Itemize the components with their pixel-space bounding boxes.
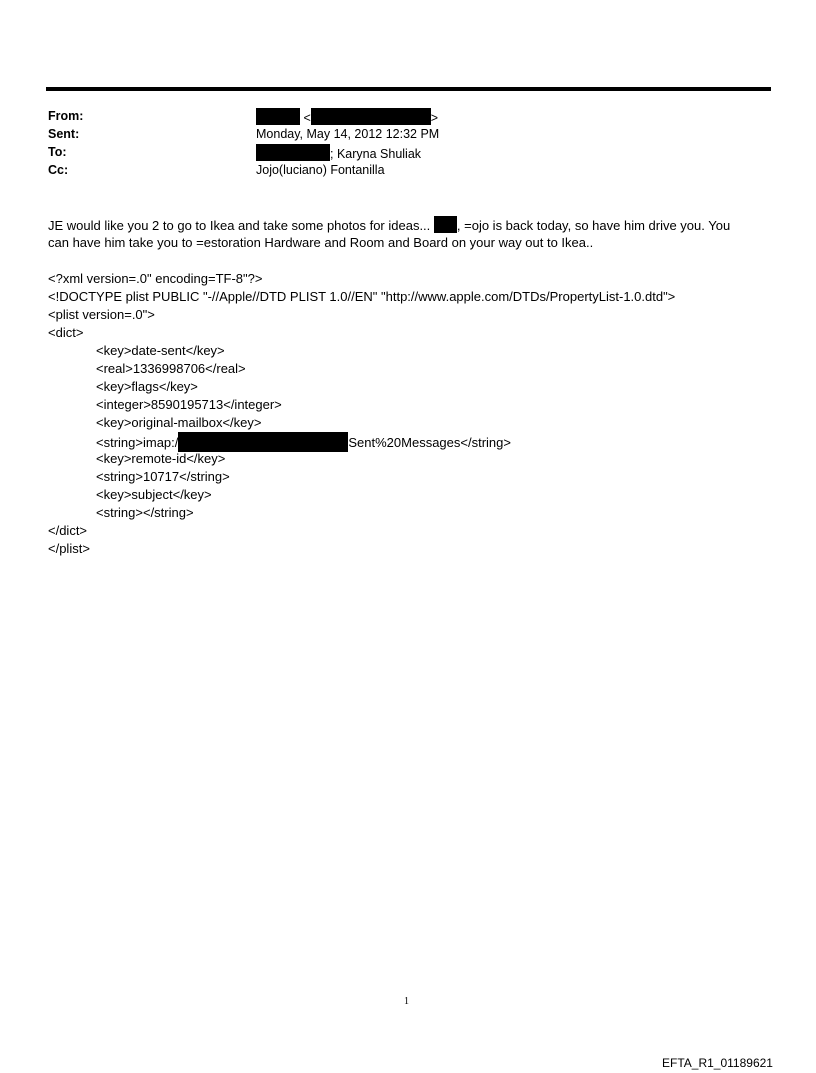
to-value bbox=[256, 144, 421, 162]
string-remote-id: <string>10717</string> bbox=[96, 469, 230, 484]
real-value: <real>1336998706</real> bbox=[96, 361, 246, 376]
plist-close: </plist> bbox=[48, 541, 90, 556]
string-subject: <string></string> bbox=[96, 505, 194, 520]
body-line-1-a: JE would like you 2 to go to Ikea and take some photos for ideas... bbox=[48, 218, 431, 233]
sent-label: Sent: bbox=[48, 127, 80, 141]
to-value-text: ; Karyna Shuliak bbox=[330, 147, 422, 161]
from-lt: < bbox=[303, 111, 311, 125]
key-remote-id: <key>remote-id</key> bbox=[96, 451, 226, 466]
body-line-2: can have him take you to =estoration Hardware and Room and Board on your way out to Ikea.. bbox=[48, 235, 594, 250]
sent-value: Monday, May 14, 2012 12:32 PM bbox=[256, 127, 440, 141]
dict-close: </dict> bbox=[48, 523, 88, 538]
redaction-block bbox=[434, 216, 457, 233]
from-gt: > bbox=[430, 111, 439, 125]
redaction-block bbox=[178, 432, 348, 452]
from-value bbox=[256, 108, 438, 126]
key-subject: <key>subject</key> bbox=[96, 487, 212, 502]
key-flags: <key>flags</key> bbox=[96, 379, 198, 394]
string-imap-b: Sent%20Messages</string> bbox=[348, 435, 511, 450]
cc-value: Jojo(luciano) Fontanilla bbox=[256, 163, 385, 177]
from-label: From: bbox=[48, 109, 84, 123]
key-date-sent: <key>date-sent</key> bbox=[96, 343, 225, 358]
dict-open: <dict> bbox=[48, 325, 84, 340]
integer-value: <integer>8590195713</integer> bbox=[96, 397, 282, 412]
redaction-block bbox=[311, 108, 431, 125]
page-number: 1 bbox=[404, 996, 409, 1007]
key-original-mailbox: <key>original-mailbox</key> bbox=[96, 415, 262, 430]
body-line-1 bbox=[48, 216, 768, 235]
redaction-block bbox=[256, 108, 300, 125]
header-rule bbox=[46, 87, 771, 91]
cc-label: Cc: bbox=[48, 163, 69, 177]
string-imap-a: <string>imap:/ bbox=[96, 435, 179, 450]
to-label: To: bbox=[48, 145, 67, 159]
string-imap bbox=[96, 432, 511, 452]
body-line-1-b: , =ojo is back today, so have him drive you. You bbox=[456, 218, 731, 233]
doctype-line: <!DOCTYPE plist PUBLIC "-//Apple//DTD PLIST 1.0//EN" "http://www.apple.com/DTDs/PropertyList-1.0.dtd"> bbox=[48, 289, 676, 304]
redaction-block bbox=[256, 144, 330, 161]
xml-declaration: <?xml version=.0" encoding=TF-8"?> bbox=[48, 271, 263, 286]
plist-open: <plist version=.0"> bbox=[48, 307, 155, 322]
bates-number: EFTA_R1_01189621 bbox=[662, 1056, 773, 1070]
